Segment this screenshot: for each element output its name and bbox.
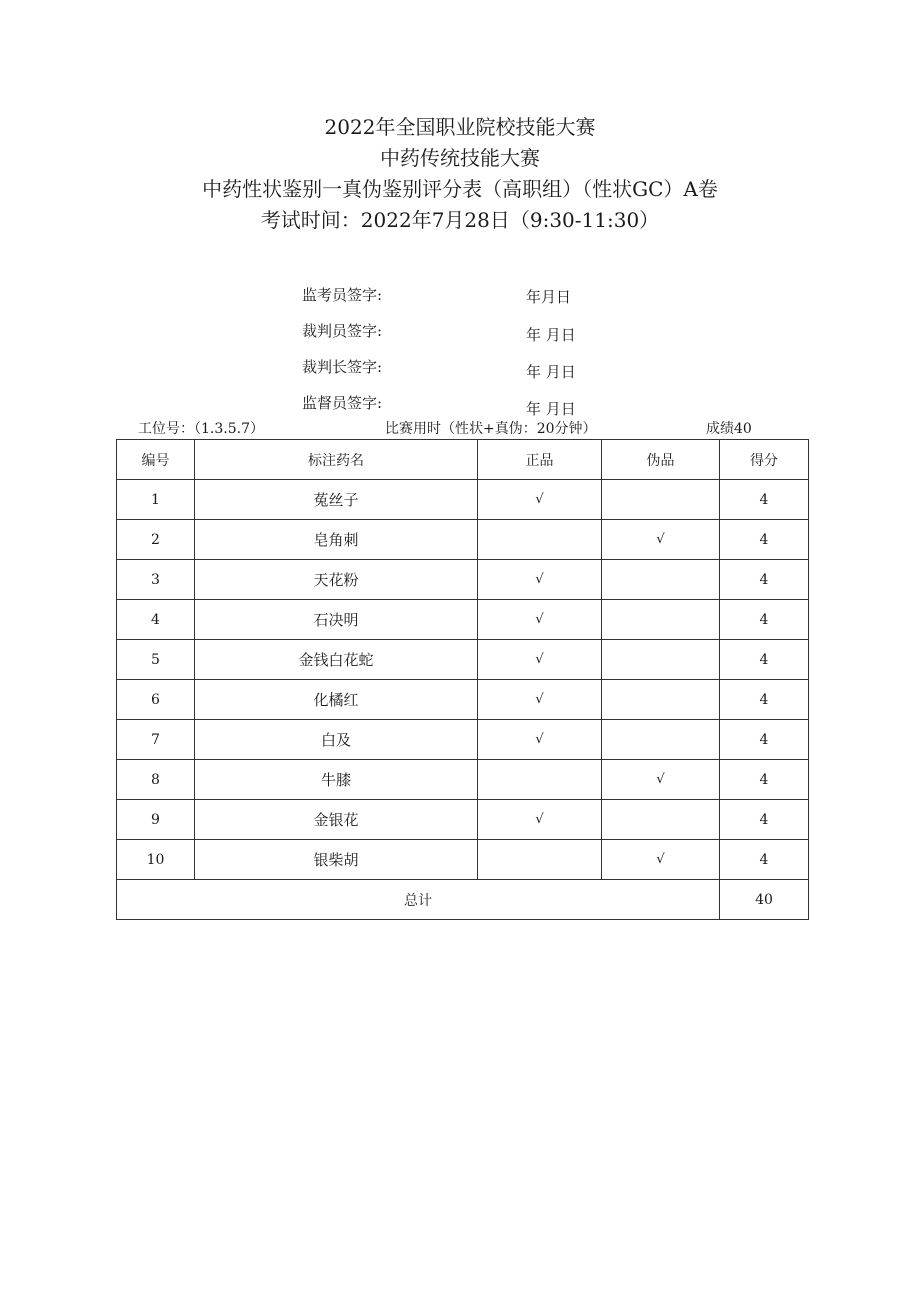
row-number: 2 (117, 520, 195, 560)
fake-mark (602, 480, 720, 520)
row-score: 4 (720, 840, 809, 880)
row-number: 9 (117, 800, 195, 840)
row-score: 4 (720, 600, 809, 640)
row-number: 7 (117, 720, 195, 760)
table-row (117, 480, 809, 520)
medicine-name: 皂角刺 (195, 520, 478, 560)
table-row (117, 680, 809, 720)
header-genuine: 正品 (478, 440, 602, 480)
header-medicine-name: 标注药名 (195, 440, 478, 480)
genuine-mark: √ (478, 480, 602, 520)
medicine-name: 化橘红 (195, 680, 478, 720)
row-number: 3 (117, 560, 195, 600)
fake-mark (602, 720, 720, 760)
fake-mark (602, 560, 720, 600)
medicine-name: 石决明 (195, 600, 478, 640)
scoring-table (116, 439, 809, 920)
genuine-mark: √ (478, 600, 602, 640)
genuine-mark (478, 760, 602, 800)
genuine-mark: √ (478, 560, 602, 600)
medicine-name: 白及 (195, 720, 478, 760)
genuine-mark: √ (478, 720, 602, 760)
chief-referee-signature-label: 裁判长签字: (302, 358, 383, 376)
row-number: 8 (117, 760, 195, 800)
fake-mark (602, 680, 720, 720)
table-row (117, 600, 809, 640)
supervisor-signature-date: 年 月日 (526, 400, 576, 418)
row-score: 4 (720, 480, 809, 520)
genuine-mark (478, 840, 602, 880)
medicine-name: 银柴胡 (195, 840, 478, 880)
event-title: 中药传统技能大赛 (380, 146, 540, 170)
total-row (117, 880, 809, 920)
header-score: 得分 (720, 440, 809, 480)
row-score: 4 (720, 640, 809, 680)
row-number: 4 (117, 600, 195, 640)
total-label: 总计 (117, 880, 720, 920)
medicine-name: 金银花 (195, 800, 478, 840)
table-header-row (117, 440, 809, 480)
row-score: 4 (720, 760, 809, 800)
fake-mark (602, 800, 720, 840)
fake-mark: √ (602, 840, 720, 880)
document-header (0, 112, 920, 236)
table-row (117, 760, 809, 800)
total-score-label: 成绩40 (706, 421, 752, 437)
referee-signature-date: 年 月日 (526, 326, 576, 344)
row-score: 4 (720, 720, 809, 760)
table-row (117, 520, 809, 560)
fake-mark: √ (602, 760, 720, 800)
row-score: 4 (720, 800, 809, 840)
proctor-signature-date: 年月日 (526, 288, 572, 306)
table-row (117, 720, 809, 760)
exam-time: 考试时间：2022年7月28日（9:30-11:30） (260, 208, 660, 232)
fake-mark (602, 640, 720, 680)
genuine-mark: √ (478, 800, 602, 840)
table-row (117, 800, 809, 840)
total-value: 40 (720, 880, 809, 920)
medicine-name: 牛膝 (195, 760, 478, 800)
sheet-title: 中药性状鉴别一真伪鉴别评分表（高职组）（性状GC）A卷 (202, 177, 718, 201)
medicine-name: 菟丝子 (195, 480, 478, 520)
table-row (117, 840, 809, 880)
row-number: 6 (117, 680, 195, 720)
row-score: 4 (720, 520, 809, 560)
referee-signature-label: 裁判员签字: (302, 322, 383, 340)
row-score: 4 (720, 560, 809, 600)
row-number: 1 (117, 480, 195, 520)
proctor-signature-label: 监考员签字: (302, 286, 383, 304)
row-score: 4 (720, 680, 809, 720)
table-row (117, 640, 809, 680)
competition-title: 2022年全国职业院校技能大赛 (324, 115, 596, 139)
row-number: 5 (117, 640, 195, 680)
medicine-name: 天花粉 (195, 560, 478, 600)
header-number: 编号 (117, 440, 195, 480)
chief-referee-signature-date: 年 月日 (526, 363, 576, 381)
table-row (117, 560, 809, 600)
station-number: 工位号：（1.3.5.7） (138, 421, 264, 437)
supervisor-signature-label: 监督员签字: (302, 394, 383, 412)
row-number: 10 (117, 840, 195, 880)
fake-mark: √ (602, 520, 720, 560)
genuine-mark: √ (478, 640, 602, 680)
genuine-mark (478, 520, 602, 560)
competition-duration: 比赛用时（性状+真伪：20分钟） (385, 421, 597, 437)
medicine-name: 金钱白花蛇 (195, 640, 478, 680)
genuine-mark: √ (478, 680, 602, 720)
fake-mark (602, 600, 720, 640)
header-fake: 伪品 (602, 440, 720, 480)
